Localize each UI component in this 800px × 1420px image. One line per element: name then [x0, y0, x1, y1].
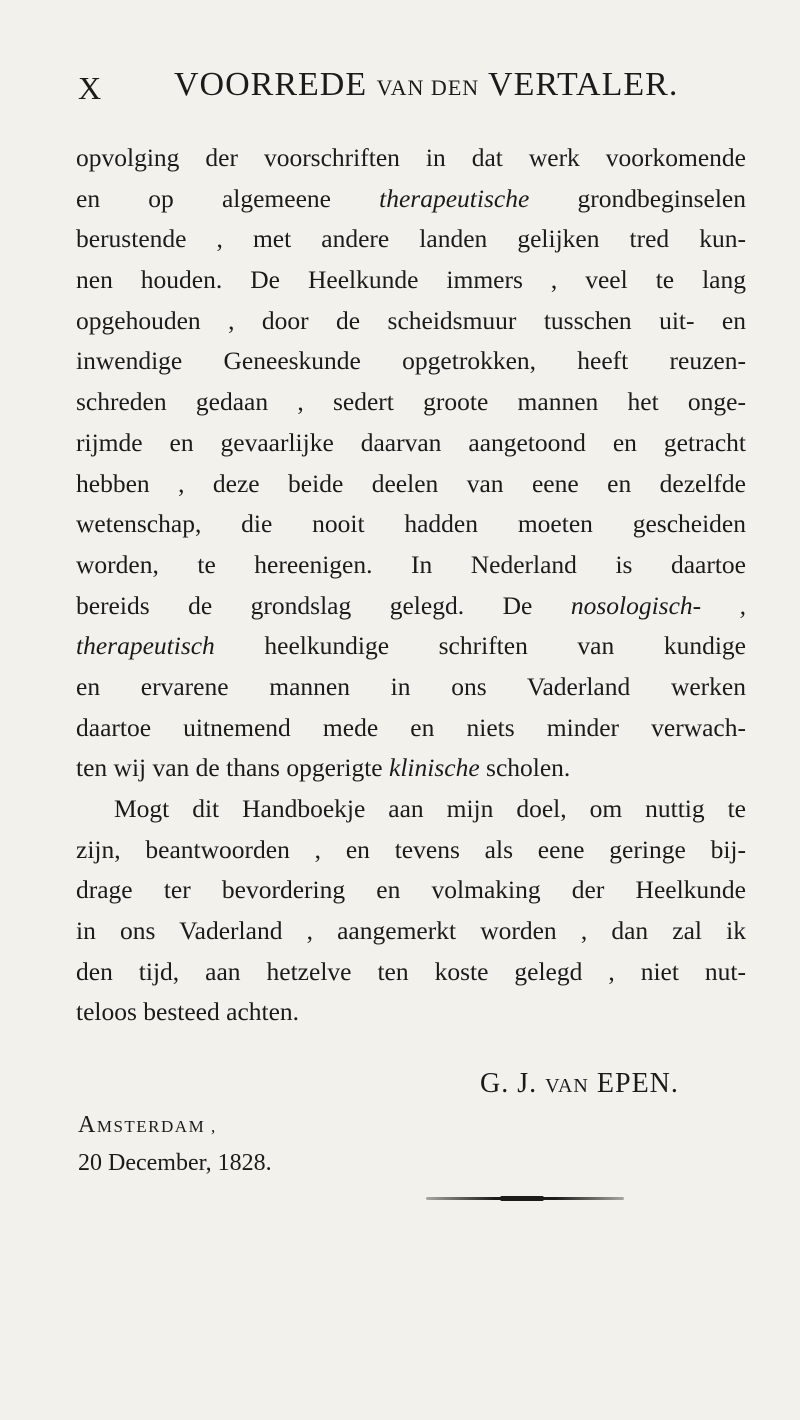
text-line: Mogt dit Handboekje aan mijn doel, om nuttig te — [114, 794, 746, 823]
running-head-word-2: VERTALER. — [488, 66, 679, 103]
ornamental-rule — [426, 1197, 624, 1200]
body-text — [76, 138, 746, 1033]
text-line: zijn, beantwoorden , en tevens als eene geringe bij- — [76, 834, 746, 864]
text-line: opgehouden , door de scheidsmuur tusschen uit- en — [76, 305, 746, 335]
text-line: drage ter bevordering en volmaking der Heelkunde — [76, 875, 746, 905]
text-line: nen houden. De Heelkunde immers , veel te lang — [76, 265, 746, 295]
text-line: hebben , deze beide deelen van eene en dezelfde — [76, 468, 746, 498]
text-line: ten wij van de thans opgerigte klinische scholen. — [76, 753, 571, 783]
italic-term: klinische — [389, 753, 480, 783]
text-line: en ervarene mannen in ons Vaderland werken — [76, 671, 746, 701]
text-line: daartoe uitnemend mede en niets minder verwach- — [76, 712, 746, 742]
text-line: en op algemeene therapeutische grondbeginselen — [76, 183, 746, 213]
running-head-small-caps: VAN DEN — [376, 75, 480, 100]
running-head-word-1: VOORREDE — [174, 66, 368, 103]
italic-term: nosologisch- , — [570, 590, 747, 620]
page-number: X — [78, 70, 103, 106]
text-line: bereids de grondslag gelegd. De nosologisch- , — [76, 590, 747, 620]
text-line: berustende , met andere landen gelijken tred kun- — [76, 224, 746, 254]
translator-signature: G. J. VAN EPEN. — [480, 1068, 679, 1099]
text-line: schreden gedaan , sedert groote mannen het onge- — [76, 387, 746, 417]
page-header — [78, 66, 698, 110]
text-line: wetenschap, die nooit hadden moeten gescheiden — [76, 509, 746, 539]
place-name: AMSTERDAM , — [78, 1112, 217, 1138]
text-line: worden, te hereenigen. In Nederland is daartoe — [76, 549, 746, 579]
text-line: den tijd, aan hetzelve ten koste gelegd , niet nut- — [76, 956, 746, 986]
italic-term: therapeutisch — [76, 631, 215, 661]
running-head — [174, 66, 678, 104]
text-line: therapeutisch heelkundige schriften van kundige — [76, 631, 746, 661]
italic-term: therapeutische — [379, 183, 530, 213]
text-line: in ons Vaderland , aangemerkt worden , dan zal ik — [76, 916, 746, 946]
text-line: inwendige Geneeskunde opgetrokken, heeft reuzen- — [76, 346, 746, 376]
text-line: rijmde en gevaarlijke daarvan aangetoond en getracht — [76, 427, 746, 457]
text-line: teloos besteed achten. — [76, 997, 300, 1027]
date-line: 20 December, 1828. — [78, 1150, 272, 1176]
text-line: opvolging der voorschriften in dat werk voorkomende — [76, 143, 746, 172]
